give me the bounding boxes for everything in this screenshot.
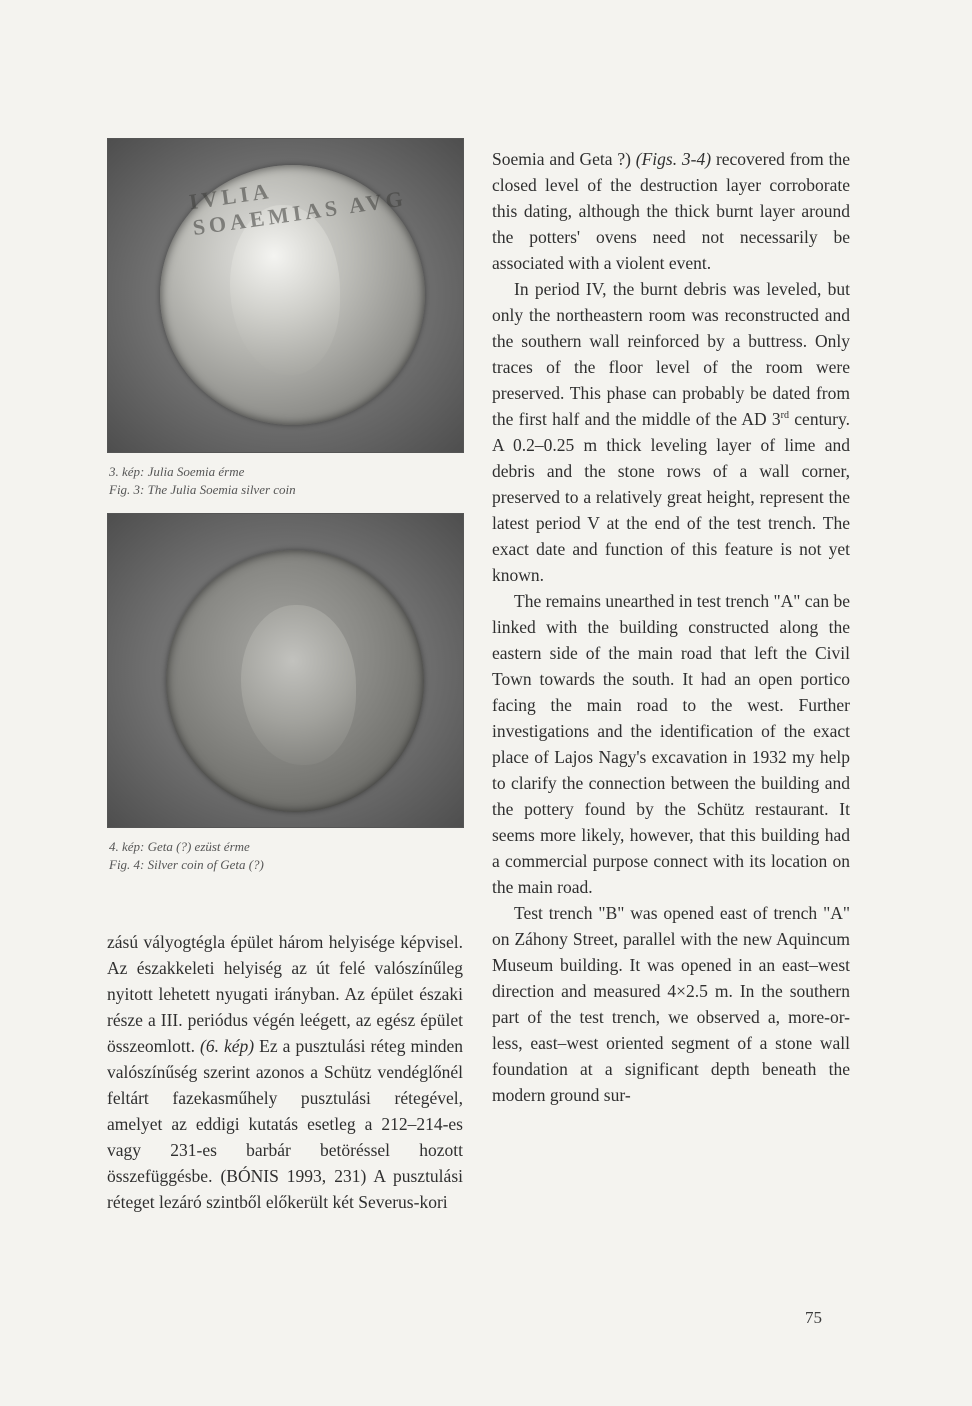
page-number: 75 <box>805 1308 822 1327</box>
text-run: Soemia and Geta ?) <box>492 149 636 169</box>
caption-hu: 3. kép: Julia Soemia érme <box>109 464 245 479</box>
text-run: recovered from the closed level of the destruction layer corroborate this dating, although the thick burnt layer around the potters' ovens need not necessarily be associated with a violent event. <box>492 149 850 273</box>
text-run: Ez a pusztulási réteg minden valószínűség szerint azonos a Schütz vendéglőnél feltárt fazekasműhely pusztulási rétegével, amelyet az eddigi kutatás esetleg a 212–214-es vagy 231-es barbár betöréssel hozott összefüggésbe. (BÓNIS 1993, 231) A pusztulási réteget lezáró szintből előkerült két Severus-kori <box>107 1036 463 1212</box>
paragraph: Test trench "B" was opened east of trench "A" on Záhony Street, parallel with the new Aquincum Museum building. It was opened in an east–west direction and measured 4×2.5 m. In the southern part of the test trench, we observed a, more-or-less, east–west oriented segment of a stone wall foundation at a significant depth beneath the modern ground sur- <box>492 903 850 1105</box>
paragraph: The remains unearthed in test trench "A" can be linked with the building constructed along the eastern side of the main road that left the Civil Town towards the south. It had an open portico facing the main road to the west. Further investigations and the identification of the exact place of Lajos Nagy's excavation in 1932 my help to clarify the connection between the building and the pottery found by the Schütz restaurant. It seems more likely, however, that this building had a commercial purpose connect with its location on the main road. <box>492 591 850 897</box>
caption-hu: 4. kép: Geta (?) ezüst érme <box>109 839 250 854</box>
text-run: zású vályogtégla épület három helyisége képvisel. Az északkeleti helyiség az út felé valószínűleg nyitott lehetett nyugati irányban. Az épület északi része a III. periódus végén leégett, az egész épület összeomlott. <box>107 932 463 1056</box>
text-run: century. A 0.2–0.25 m thick leveling layer of lime and debris and the stone rows of a wall corner, preserved to a relatively great height, represent the latest period V at the end of the test trench. The exact date and function of this feature is not yet known. <box>492 409 851 585</box>
coin-photo-geta <box>107 513 464 828</box>
text-run: In period IV, the burnt debris was leveled, but only the northeastern room was reconstructed and the southern wall reinforced by a buttress. Only traces of the floor level of the room were preserved. This phase can probably be dated from the first half and the middle of the AD 3 <box>492 279 850 429</box>
coin-photo-julia-soemia <box>107 138 464 453</box>
figures-column <box>107 138 464 874</box>
portrait-relief <box>241 605 356 765</box>
figure-3-caption <box>107 463 464 499</box>
coin-legend: IVLIA SOAEMIAS AVG <box>187 178 409 241</box>
hungarian-text-column <box>107 929 463 1215</box>
coin-image <box>160 165 425 425</box>
figure-reference: (6. kép) <box>200 1036 255 1056</box>
caption-en: Fig. 3: The Julia Soemia silver coin <box>109 482 296 497</box>
paragraph <box>107 929 463 1215</box>
figure-reference: (Figs. 3-4) <box>635 149 712 169</box>
ordinal-suffix: rd <box>780 410 789 422</box>
caption-en: Fig. 4: Silver coin of Geta (?) <box>109 857 264 872</box>
english-text-column <box>492 146 850 1108</box>
figure-4-caption <box>107 838 464 874</box>
paragraph <box>492 276 850 588</box>
paragraph <box>492 146 850 276</box>
coin-image <box>166 550 424 812</box>
